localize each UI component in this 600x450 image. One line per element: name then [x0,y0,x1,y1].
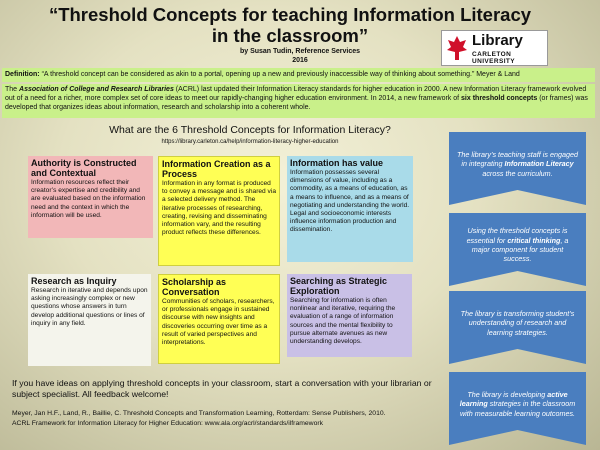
section-question: What are the 6 Threshold Concepts for Information Literacy? [109,124,391,136]
author: by Susan Tudin, Reference Services [239,48,361,55]
concept-body: Searching for information is often nonlinear and iterative, requiring the evaluation of a range of information sources and the mental flexibility to pursue alternate avenues as new understanding develops. [290,297,396,346]
pennant-text: The library’s teaching staff is engaged in integrating Information Literacy across the curriculum. [457,149,578,178]
reference-item: Meyer, Jan H.F., Land, R., Baillie, C. Threshold Concepts and Transformation Learning, Rotterdam: Sense Publishers, 2010. [12,410,386,417]
concept-body: Communities of scholars, researchers, or professionals engage in sustained discourse with new insights and discoveries occurring over time as a result of varied perspectives and interpretations. [162,298,275,347]
intro-text: The [5,86,20,93]
reference-item: ACRL Framework for Information Literacy for Higher Education: www.ala.org/acrl/standards/ilframework [12,419,324,427]
intro-text: (or frames) was developed that organizes ideas about information, research and scholarship into a coherent whole. [5,95,588,111]
concept-title: Information Creation as a Process [162,159,271,179]
definition-bar [2,68,595,82]
year: 2016 [292,57,308,64]
concept-card-inquiry [28,274,151,366]
poster-title: “Threshold Concepts for teaching Information Literacy in the classroom” [48,4,532,46]
definition-label: Definition: [5,71,40,78]
concept-body: Information possesses several dimensions of value, including as a commodity, as a means of education, as a means to influence, and as a means of negotiating and understanding the world. Legal and socioeconomic interests influence information production and dissemination. [290,169,410,234]
intro-highlight: six threshold concepts [461,95,538,102]
logo-university-text: CARLETON UNIVERSITY [472,51,516,65]
concept-card-creation [158,156,280,266]
call-to-action: If you have ideas on applying threshold concepts in your classroom, start a conversation with your librarian or subject specialist. All feedback welcome! [12,378,432,399]
concept-body: Information resources reflect their creator’s expertise and credibility and are evaluated based on the information need and the context in which the information will be used. [31,179,146,219]
carleton-flame-icon [446,35,468,61]
intro-paragraph [2,84,595,118]
library-logo [441,30,548,66]
pennant-research [449,291,586,364]
pennant-text: Using the threshold concepts is essential for critical thinking, a major component for student success. [466,226,569,264]
concept-body: Information in any format is produced to convey a message and is shared via a selected delivery method. The iterative processes of researching, creating, revising and disseminating information vary, and the resulting product reflects these differences. [162,180,276,237]
pennant-teaching [449,132,586,205]
concept-title: Scholarship as Conversation [162,277,227,297]
logo-library-text: Library [472,32,523,49]
byline [190,47,410,65]
pennant-active-learning [449,372,586,445]
concept-card-authority [28,156,153,238]
pennant-text: The library is developing active learning strategies in the classroom with measurable learning outcomes. [459,389,576,418]
framework-url: https://library.carleton.ca/help/information-literacy-higher-education [161,139,339,145]
concept-title: Authority is Constructed and Contextual [31,158,137,178]
references [12,409,442,428]
intro-text: (ACRL) last updated their Information Literacy standards for higher education in 2000. A new Information Literacy framework evolved out of a need for a richer, more complex set of core ideas to meet our rapidly-changing higher education environment. In 2014, a new framework of [5,86,587,102]
concept-body: Research in iterative and depends upon asking increasingly complex or new questions whose answers in turn develop additional questions or lines of inquiry in any field. [31,287,148,327]
definition-text: “A threshold concept can be considered as akin to a portal, opening up a new and previously inaccessible way of thinking about something.” Meyer & Land [41,71,520,78]
concept-title: Searching as Strategic Exploration [290,276,388,296]
concept-card-conversation [158,274,280,364]
concept-card-searching [287,274,412,357]
concept-title: Information has value [290,158,384,168]
concept-card-value [287,156,413,262]
concept-title: Research as Inquiry [31,276,117,286]
pennant-critical-thinking [449,213,586,286]
acrl-name: Association of College and Research Libraries [19,86,174,93]
pennant-text: The library is transforming student’s understanding of research and learning strategies. [460,308,575,337]
